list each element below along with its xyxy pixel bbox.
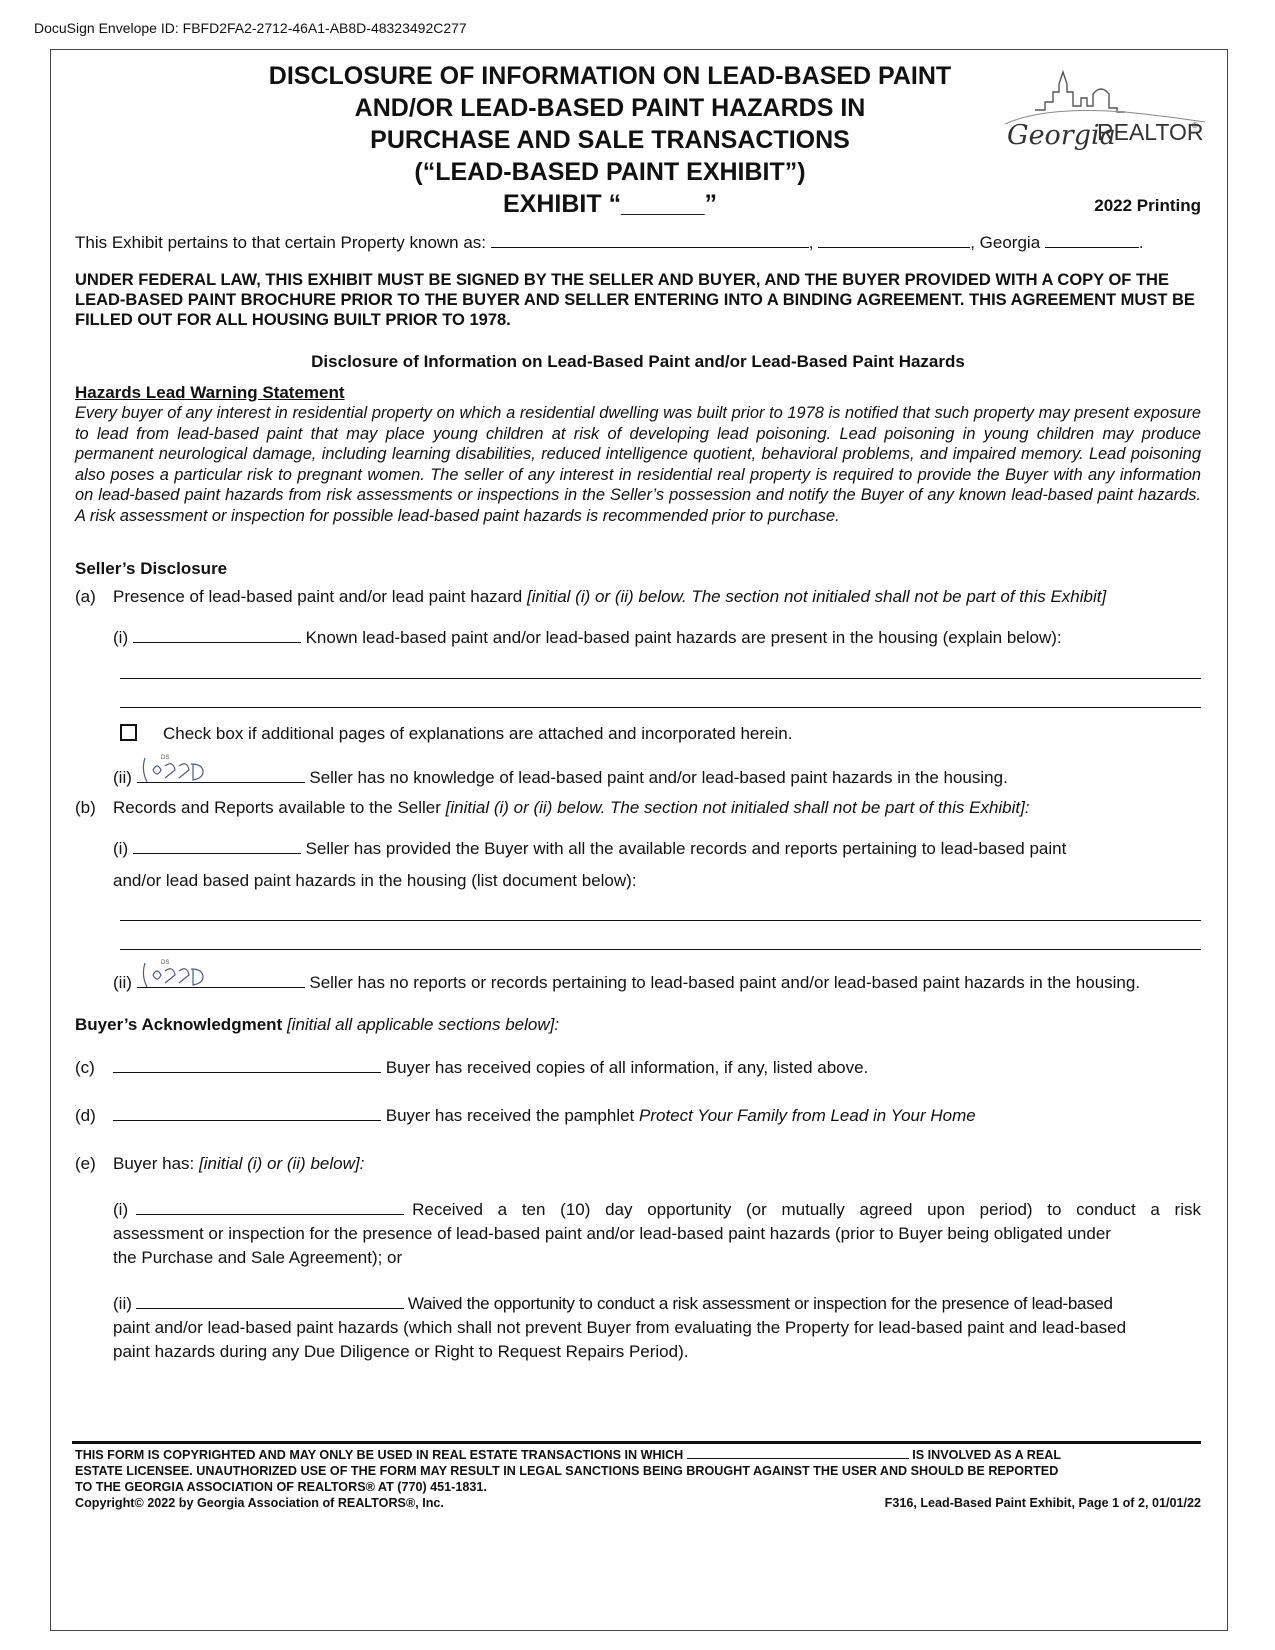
section-a-ii: [75, 755, 1201, 788]
footer-line-3: TO THE GEORGIA ASSOCIATION OF REALTORS® AT (770) 451-1831.: [75, 1480, 487, 1494]
section-c-text: Buyer has received copies of all information, if any, listed above.: [385, 1058, 869, 1077]
section-b-i-initials-field[interactable]: [133, 838, 301, 854]
section-d-label: (d): [75, 1106, 96, 1125]
section-b-ii-text: Seller has no reports or records pertaining to lead-based paint and/or lead-based paint hazards in the housing.: [309, 973, 1141, 992]
section-c-label: (c): [75, 1058, 95, 1077]
section-c: [75, 1057, 1201, 1078]
property-label: This Exhibit pertains to that certain Property known as:: [75, 233, 487, 252]
footer-line-4: [75, 1495, 1201, 1511]
title-line: DISCLOSURE OF INFORMATION ON LEAD-BASED PAINT: [268, 62, 952, 90]
section-b-ii-initials-field[interactable]: [137, 960, 305, 988]
section-e-i-text: Received a ten (10) day opportunity (or mutually agreed upon period) to conduct a risk: [412, 1200, 1201, 1219]
buyers-acknowledgment-heading: Buyer’s Acknowledgment: [75, 1015, 283, 1034]
document-list-line-1[interactable]: [120, 920, 1201, 921]
section-b-text: Records and Reports available to the Seller: [113, 798, 441, 817]
buyers-acknowledgment-note: [initial all applicable sections below]:: [286, 1015, 560, 1034]
section-e-text: Buyer has:: [113, 1154, 195, 1173]
section-a-i-initials-field[interactable]: [133, 627, 301, 643]
georgia-realtors-logo: [1005, 62, 1205, 162]
section-b-label: (b): [75, 798, 96, 817]
section-a-ii-text: Seller has no knowledge of lead-based paint and/or lead-based paint hazards in the housing.: [309, 768, 1008, 787]
section-e-i-text-end: the Purchase and Sale Agreement); or: [113, 1248, 403, 1267]
federal-warning: UNDER FEDERAL LAW, THIS EXHIBIT MUST BE SIGNED BY THE SELLER AND BUYER, AND THE BUYER PROVIDED WITH A COPY OF THE LEAD-BASED PAINT BROCHURE PRIOR TO THE BUYER AND SELLER ENTERING INTO A BINDING AGREEMENT. THIS AGREEMENT MUST BE FILLED OUT FOR ALL HOUSING BUILT PRIOR TO 1978.: [75, 271, 1195, 329]
section-e: [75, 1153, 1201, 1174]
svg-text:DS: DS: [160, 755, 169, 761]
section-b-i-text: Seller has provided the Buyer with all the available records and reports pertaining to lead-based paint: [305, 839, 1067, 858]
section-b-i-label: (i): [113, 839, 129, 858]
georgia-label: , Georgia: [970, 233, 1041, 252]
document-list-line-2[interactable]: [120, 949, 1201, 950]
licensee-name-field[interactable]: [687, 1447, 909, 1459]
section-e-ii-text: Waived the opportunity to conduct a risk assessment or inspection for the presence of lead-based: [407, 1294, 1113, 1313]
section-c-initials-field[interactable]: [113, 1057, 381, 1073]
section-e-i-label: (i): [113, 1200, 129, 1219]
initials-signature: [141, 957, 231, 991]
copyright: Copyright© 2022 by Georgia Association of REALTORS®, Inc.: [75, 1496, 444, 1510]
section-a-ii-initials-field[interactable]: [137, 755, 305, 783]
explain-line-2[interactable]: [120, 707, 1201, 708]
svg-text:DS: DS: [160, 960, 169, 966]
section-e-ii-text-end: paint hazards during any Due Diligence or Right to Request Repairs Period).: [113, 1342, 689, 1361]
title-line: PURCHASE AND SALE TRANSACTIONS: [370, 126, 850, 154]
section-a: [75, 586, 1201, 607]
section-e-ii-label: (ii): [113, 1294, 132, 1313]
footer-line-2: ESTATE LICENSEE. UNAUTHORIZED USE OF THE FORM MAY RESULT IN LEGAL SANCTIONS BEING BROUGHT AGAINST THE USER AND SHOULD BE REPORTED: [75, 1464, 1059, 1478]
initials-signature: [141, 752, 231, 786]
footer-divider: [72, 1441, 1201, 1444]
section-b-ii: [75, 960, 1201, 993]
pamphlet-title: Protect Your Family from Lead in Your Home: [639, 1106, 976, 1125]
title-line: EXHIBIT “______”: [503, 190, 717, 218]
hazards-heading: Hazards Lead Warning Statement: [75, 383, 345, 402]
section-b-i-text-continued: and/or lead based paint hazards in the housing (list document below):: [113, 871, 637, 890]
section-a-text: Presence of lead-based paint and/or lead paint hazard: [113, 587, 523, 606]
footer-line-1-start: THIS FORM IS COPYRIGHTED AND MAY ONLY BE USED IN REAL ESTATE TRANSACTIONS IN WHICH: [75, 1448, 684, 1462]
section-e-i: [75, 1199, 1201, 1268]
explain-line-1[interactable]: [120, 678, 1201, 679]
section-e-label: (e): [75, 1154, 96, 1173]
title-line: (“LEAD-BASED PAINT EXHIBIT”): [414, 158, 806, 186]
document-title: [160, 60, 1060, 220]
disclosure-heading: Disclosure of Information on Lead-Based Paint and/or Lead-Based Paint Hazards: [311, 352, 965, 371]
docusign-envelope-id: DocuSign Envelope ID: FBFD2FA2-2712-46A1-AB8D-48323492C277: [34, 20, 467, 36]
section-e-i-text-continued: assessment or inspection for the presence of lead-based paint and/or lead-based paint hazards (prior to Buyer being obligated under: [113, 1224, 1111, 1243]
section-e-i-initials-field[interactable]: [136, 1199, 404, 1215]
attachment-checkbox[interactable]: [120, 724, 137, 741]
skyline-icon: [1005, 62, 1205, 162]
footer-line-1-end: IS INVOLVED AS A REAL: [912, 1448, 1062, 1462]
section-e-ii-text-continued: paint and/or lead-based paint hazards (which shall not prevent Buyer from evaluating the Property for lead-based paint and lead-based: [113, 1318, 1127, 1337]
property-address-field[interactable]: [491, 232, 809, 248]
hazards-statement: Every buyer of any interest in residential property on which a residential dwelling was built prior to 1978 is notified that such property may present exposure to lead from lead-based paint that may place young children at risk of developing lead poisoning. Lead poisoning in young children may produce permanent neurological damage, including learning disabilities, reduced intelligence quotient, behavioral problems, and impaired memory. Lead poisoning also poses a particular risk to pregnant women. The seller of any interest in residential real property is required to provide the Buyer with any information on lead-based paint hazards from risk assessments or inspections in the Seller’s possession and notify the Buyer of any known lead-based paint hazards. A risk assessment or inspection for possible lead-based paint hazards is recommended prior to purchase.: [75, 404, 1201, 525]
title-line: AND/OR LEAD-BASED PAINT HAZARDS IN: [354, 94, 866, 122]
form-id: F316, Lead-Based Paint Exhibit, Page 1 of 2, 01/01/22: [884, 1496, 1201, 1510]
section-d: [75, 1105, 1201, 1126]
attachment-checkbox-row: [120, 723, 1201, 744]
logo-word: REALTOR: [1097, 119, 1204, 145]
section-e-ii: [75, 1293, 1201, 1362]
section-e-note: [initial (i) or (ii) below]:: [199, 1154, 365, 1173]
section-a-i-label: (i): [113, 628, 129, 647]
sellers-disclosure-heading: Seller’s Disclosure: [75, 559, 228, 578]
attachment-checkbox-label: Check box if additional pages of explanations are attached and incorporated herein.: [163, 724, 793, 743]
section-a-label: (a): [75, 587, 96, 606]
logo-script: Georgia: [1007, 120, 1116, 151]
property-city-field[interactable]: [818, 232, 970, 248]
section-b-note: [initial (i) or (ii) below. The section not initialed shall not be part of this Exhibit]:: [445, 798, 1030, 817]
footer-line-1: [75, 1447, 1201, 1463]
logo-registered-mark: ®: [1192, 121, 1198, 130]
section-a-i-text: Known lead-based paint and/or lead-based paint hazards are present in the housing (explain below):: [305, 628, 1062, 647]
section-e-ii-initials-field[interactable]: [136, 1293, 404, 1309]
section-b-i: [75, 838, 1201, 859]
section-d-text: Buyer has received the pamphlet: [385, 1106, 635, 1125]
buyers-acknowledgment: [75, 1014, 1201, 1035]
section-b: [75, 797, 1201, 818]
property-line: This Exhibit pertains to that certain Property known as: , , Georgia .: [75, 233, 1144, 252]
section-d-initials-field[interactable]: [113, 1105, 381, 1121]
section-a-ii-label: (ii): [113, 768, 132, 787]
section-b-ii-label: (ii): [113, 973, 132, 992]
property-zip-field[interactable]: [1045, 232, 1139, 248]
footer: [75, 1447, 1201, 1511]
section-a-i: [75, 627, 1201, 648]
printing-year: 2022 Printing: [1094, 196, 1201, 215]
section-a-note: [initial (i) or (ii) below. The section not initialed shall not be part of this Exhibit]: [526, 587, 1107, 606]
